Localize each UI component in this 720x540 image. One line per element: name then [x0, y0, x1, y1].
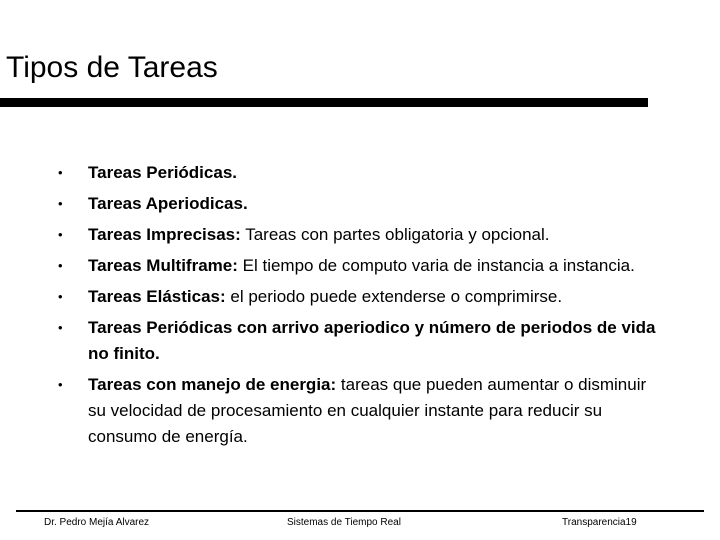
- slide-title: Tipos de Tareas: [6, 51, 218, 84]
- bullet-term: Tareas Periódicas.: [88, 163, 237, 182]
- bullet-item-multiframe: [58, 253, 658, 279]
- bullet-description: tareas que pueden aumentar o disminuir su velocidad de procesamiento en cualquier instante para reducir su consumo de energía.: [88, 375, 647, 446]
- bullet-description: Tareas con partes obligatoria y opcional.: [240, 225, 550, 244]
- bullet-item-imprecisas: [58, 222, 658, 248]
- bullet-term: Tareas con manejo de energia:: [88, 375, 337, 394]
- footer-page-number: Transparencia19: [562, 517, 637, 528]
- bullet-icon: •: [58, 320, 63, 335]
- bullet-description: el periodo puede extenderse o comprimirse.: [225, 287, 563, 306]
- bullet-icon: •: [58, 165, 63, 180]
- bullet-icon: •: [58, 377, 63, 392]
- bullet-term: Tareas Periódicas con arrivo aperiodico y número de periodos de vida no finito.: [88, 318, 656, 363]
- bullet-icon: •: [58, 196, 63, 211]
- footer-divider: [16, 510, 704, 512]
- bullet-list: [58, 160, 658, 455]
- bullet-term: Tareas Imprecisas:: [88, 225, 241, 244]
- bullet-item-elasticas: [58, 284, 658, 310]
- bullet-item-manejo-energia: [58, 372, 658, 450]
- bullet-item-periodicas: [58, 160, 658, 186]
- bullet-term: Tareas Aperiodicas.: [88, 194, 248, 213]
- bullet-icon: •: [58, 227, 63, 242]
- bullet-term: Tareas Multiframe:: [88, 256, 238, 275]
- bullet-item-periodicas-arrivo-aperiodico: [58, 315, 658, 367]
- footer-author: Dr. Pedro Mejía Alvarez: [44, 517, 150, 528]
- footer-course: Sistemas de Tiempo Real: [287, 517, 401, 528]
- bullet-icon: •: [58, 258, 63, 273]
- bullet-icon: •: [58, 289, 63, 304]
- bullet-item-aperiodicas: [58, 191, 658, 217]
- bullet-description: El tiempo de computo varia de instancia a instancia.: [237, 256, 635, 275]
- title-underline: [0, 98, 648, 107]
- bullet-term: Tareas Elásticas:: [88, 287, 226, 306]
